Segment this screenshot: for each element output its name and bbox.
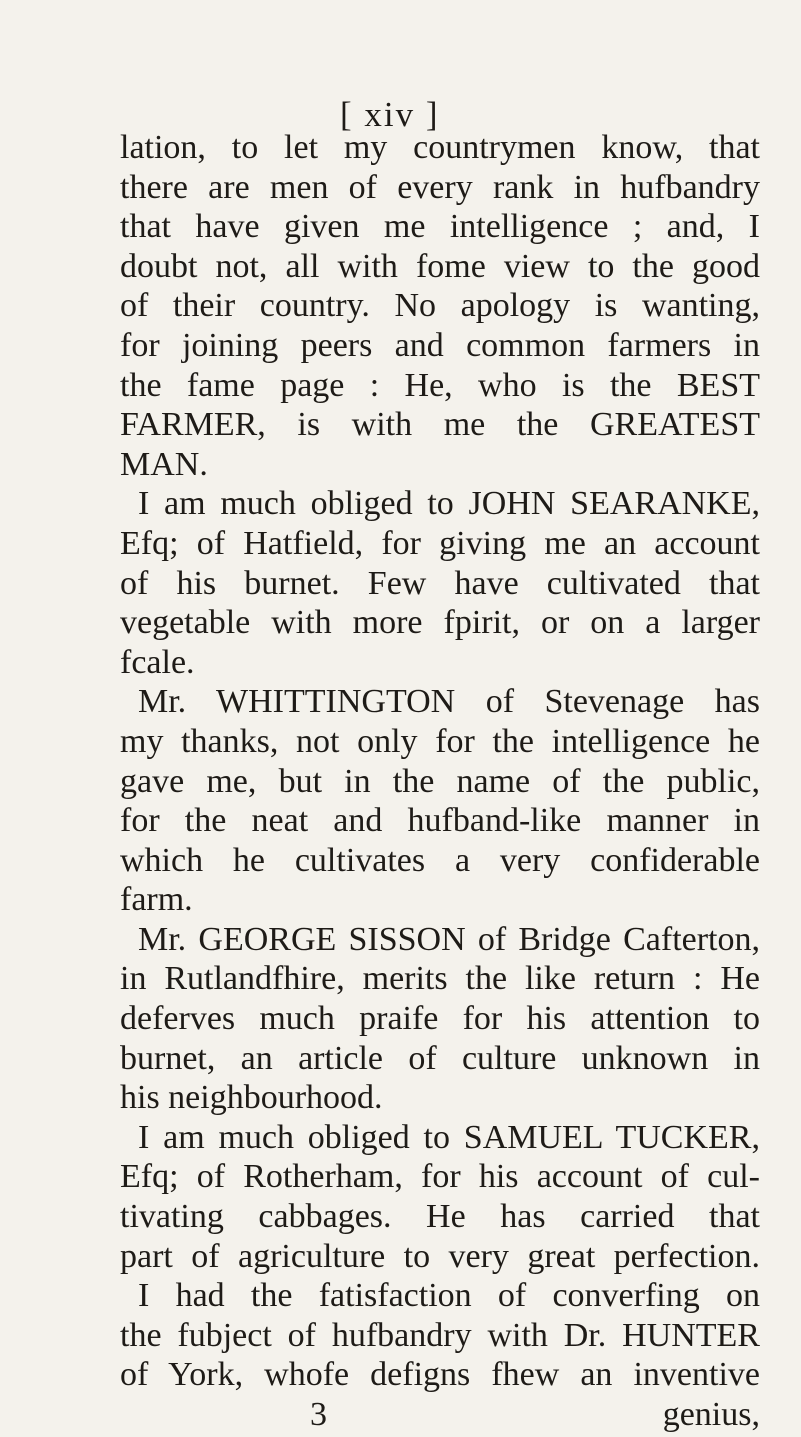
text-line: his neighbourhood. <box>120 1079 383 1117</box>
text-line: fcale. <box>120 643 195 681</box>
text-line: MAN. <box>120 445 208 483</box>
text-line: Efq; of Hatfield, for giving me an account <box>120 524 760 562</box>
body-text <box>120 128 760 1435</box>
text-line: there are men of every rank in hufbandry <box>120 168 760 206</box>
signature-mark: 3 <box>310 1396 327 1433</box>
text-line: part of agriculture to very great perfection. <box>120 1237 760 1275</box>
text-line: Efq; of Rotherham, for his account of cul- <box>120 1158 760 1196</box>
text-line: burnet, an article of culture unknown in <box>120 1039 760 1077</box>
text-line: of York, whofe defigns fhew an inventive <box>120 1356 760 1394</box>
text-line: Mr. WHITTINGTON of Stevenage has <box>138 683 760 721</box>
footer-line <box>120 1395 760 1435</box>
text-line: tivating cabbages. He has carried that <box>120 1198 760 1236</box>
text-line: I had the fatisfaction of converfing on <box>138 1277 760 1315</box>
text-line: I am much obliged to SAMUEL TUCKER, <box>138 1118 760 1156</box>
text-line: deferves much praife for his attention to <box>120 1000 760 1038</box>
text-line: gave me, but in the name of the public, <box>120 762 760 800</box>
text-line: farm. <box>120 881 193 919</box>
text-line: the fubject of hufbandry with Dr. HUNTER <box>120 1316 760 1354</box>
text-line: doubt not, all with fome view to the good <box>120 247 760 285</box>
text-line: Mr. GEORGE SISSON of Bridge Cafterton, <box>138 920 760 958</box>
text-line: I am much obliged to JOHN SEARANKE, <box>138 485 760 523</box>
page-number: [ xiv ] <box>340 95 440 134</box>
text-line: for joining peers and common farmers in <box>120 326 760 364</box>
text-line: of their country. No apology is wanting, <box>120 287 760 325</box>
text-line: for the neat and hufband-like manner in <box>120 802 760 840</box>
catchword: genius, <box>662 1396 760 1433</box>
text-line: in Rutlandfhire, merits the like return : He <box>120 960 760 998</box>
text-line: the fame page : He, who is the BEST <box>120 366 760 404</box>
text-line: vegetable with more fpirit, or on a larger <box>120 604 760 642</box>
text-line: lation, to let my countrymen know, that <box>120 129 760 166</box>
text-line: which he cultivates a very confiderable <box>120 841 760 879</box>
text-line: my thanks, not only for the intelligence he <box>120 722 760 760</box>
text-line: FARMER, is with me the GREATEST <box>120 406 760 444</box>
text-line: of his burnet. Few have cultivated that <box>120 564 760 602</box>
text-line: that have given me intelligence ; and, I <box>120 208 760 246</box>
